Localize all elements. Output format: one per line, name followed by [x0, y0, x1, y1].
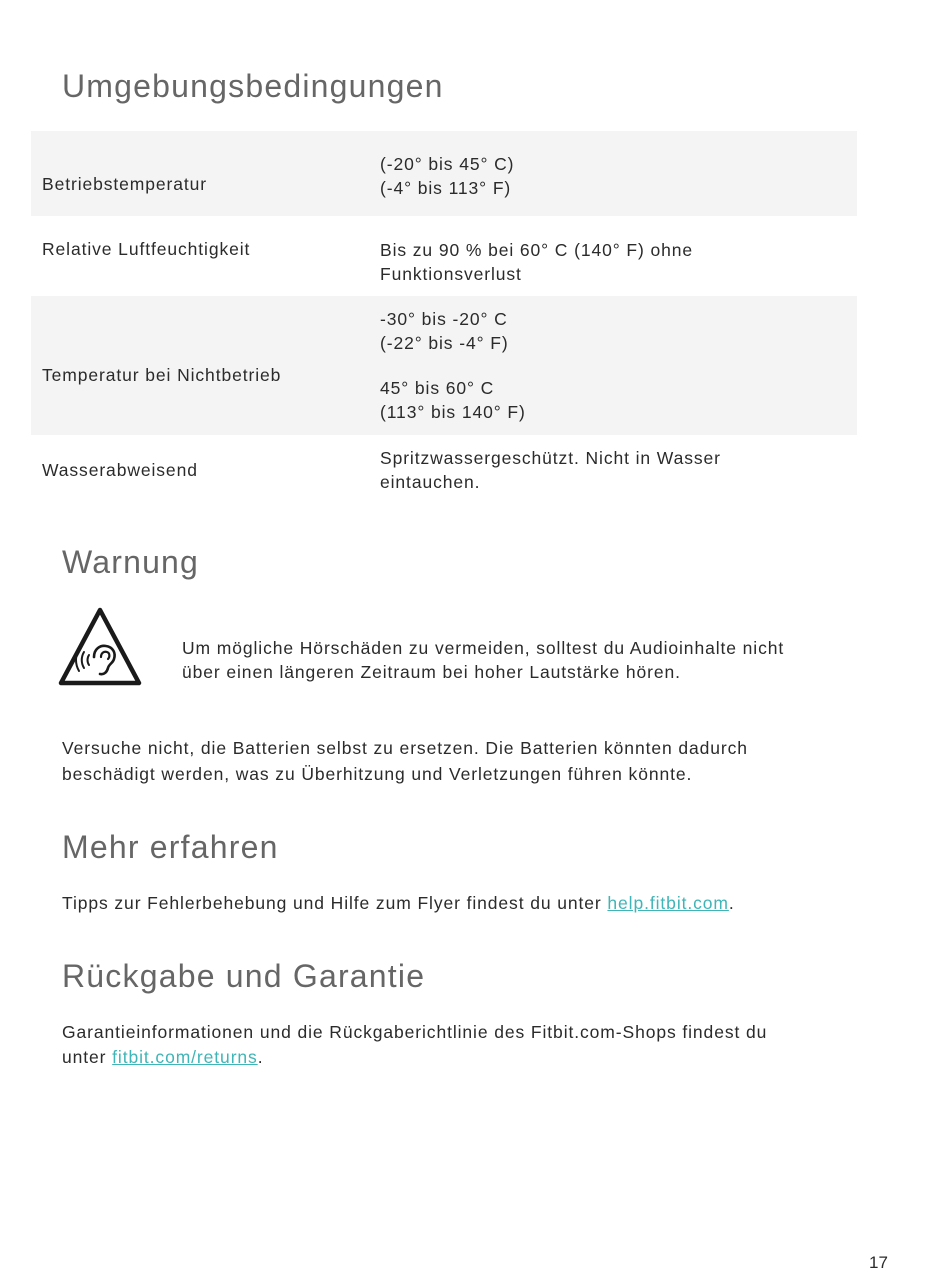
spec-value-line: -30° bis -20° C	[380, 309, 508, 329]
spec-label: Relative Luftfeuchtigkeit	[42, 239, 251, 259]
spec-value	[380, 446, 850, 494]
page-number: 17	[869, 1253, 888, 1272]
spec-row-operating-temperature	[31, 131, 857, 216]
environment-heading: Umgebungsbedingungen	[62, 68, 444, 104]
spec-row-non-operating-temperature	[31, 296, 857, 435]
battery-warning-line: Versuche nicht, die Batterien selbst zu ersetzen. Die Batterien könnten dadurch	[62, 738, 748, 758]
spec-label: Betriebstemperatur	[42, 174, 208, 194]
environment-spec-table	[31, 131, 857, 511]
spec-value	[380, 238, 850, 286]
spec-value-line: Bis zu 90 % bei 60° C (140° F) ohne	[380, 240, 694, 260]
returns-line2-after: .	[257, 1047, 264, 1067]
learn-more-text-after: .	[728, 893, 735, 913]
spec-label: Wasserabweisend	[42, 460, 198, 480]
hearing-damage-warning-icon	[56, 605, 146, 689]
returns-line2-before: unter	[62, 1047, 113, 1067]
hearing-warning-line: über einen längeren Zeitraum bei hoher Lautstärke hören.	[182, 662, 681, 682]
battery-warning-text	[62, 735, 748, 787]
warning-heading: Warnung	[62, 544, 200, 580]
spec-value-line: (-20° bis 45° C)	[380, 154, 515, 174]
spec-row-water-resistance	[31, 435, 857, 511]
spec-value	[380, 307, 850, 424]
fitbit-returns-link[interactable]: fitbit.com/returns	[112, 1047, 258, 1067]
spec-value-line: Funktionsverlust	[380, 264, 522, 284]
returns-line: Garantieinformationen und die Rückgaberichtlinie des Fitbit.com-Shops findest du	[62, 1022, 768, 1042]
spec-value-line: (-22° bis -4° F)	[380, 333, 509, 353]
learn-more-text-before: Tipps zur Fehlerbehebung und Hilfe zum Flyer findest du unter	[62, 893, 608, 913]
returns-text	[62, 1020, 767, 1070]
learn-more-heading: Mehr erfahren	[62, 829, 279, 865]
spec-label: Temperatur bei Nichtbetrieb	[42, 365, 282, 385]
returns-heading: Rückgabe und Garantie	[62, 958, 426, 994]
spec-value-line: 45° bis 60° C	[380, 378, 495, 398]
spec-value-line: eintauchen.	[380, 472, 481, 492]
hearing-warning-text	[182, 636, 784, 684]
spec-value	[380, 152, 850, 200]
spec-value-line: (-4° bis 113° F)	[380, 178, 512, 198]
spec-value-line: Spritzwassergeschützt. Nicht in Wasser	[380, 448, 721, 468]
spec-value-line: (113° bis 140° F)	[380, 402, 526, 422]
help-fitbit-link[interactable]: help.fitbit.com	[607, 893, 729, 913]
battery-warning-line: beschädigt werden, was zu Überhitzung und Verletzungen führen könnte.	[62, 764, 693, 784]
learn-more-text	[62, 890, 735, 916]
spec-row-relative-humidity	[31, 216, 857, 296]
hearing-warning-line: Um mögliche Hörschäden zu vermeiden, solltest du Audioinhalte nicht	[182, 638, 785, 658]
